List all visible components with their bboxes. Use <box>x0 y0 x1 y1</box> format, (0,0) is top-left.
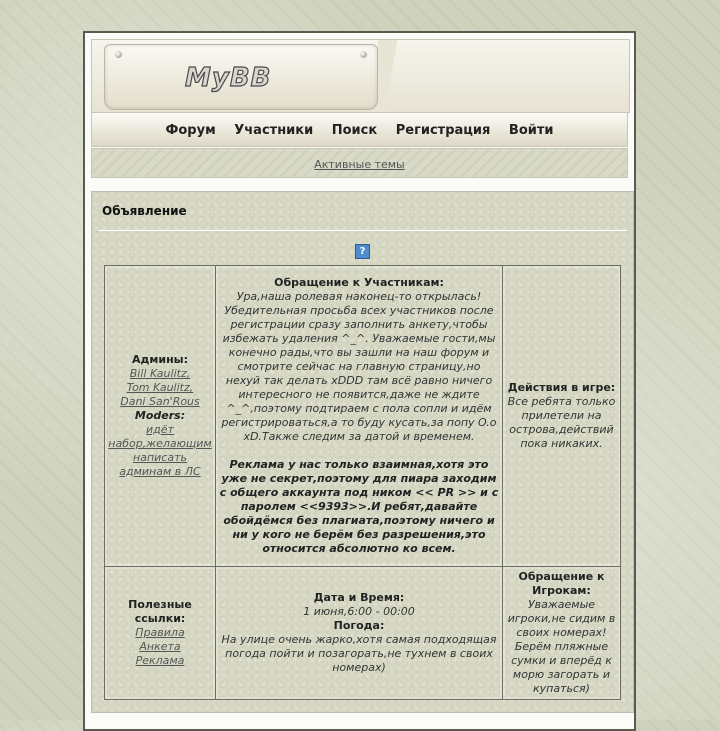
table-row <box>105 567 621 700</box>
table-row <box>105 266 621 567</box>
admin-link[interactable]: Dani San'Rous <box>120 395 200 408</box>
ads-link[interactable]: Реклама <box>135 654 185 667</box>
admins-cell <box>105 266 216 567</box>
announcement-title: Объявление <box>102 204 187 218</box>
nav-register[interactable]: Регистрация <box>395 123 491 138</box>
sub-navigation <box>91 148 628 178</box>
nav-login[interactable]: Войти <box>508 123 554 138</box>
appeal-cell <box>216 266 503 567</box>
logo[interactable] <box>104 44 378 110</box>
weather-title: Погода: <box>333 619 385 632</box>
datetime-title: Дата и Время: <box>313 591 405 604</box>
ads-text: Реклама у нас только взаимная,хотя это уже не секрет,поэтому для пиара заходим с общего аккаунта под ником << PR >> и с паролем <<9393>>.И ребят,давайте обойдёмся без плагиата,поэтому ничего и ни у кого не берём без разрешения,это относится абсолютно ко всем. <box>219 458 499 555</box>
announcement-table <box>104 265 621 700</box>
appeal-text: Ура,наша ролевая наконец-то открылась! Убедительная просьба всех участников после регистрации сразу заполнить анкету,чтобы избежать удаления ^_^. Уважаемые гости,мы конечно рады,что вы зашли на наш форум и смотрите сейчас на главную страницу,но нехуй так делать xDDD там всё равно ничего интересного не появится,даже не ждите ^_^,поэтому подтираем с пола сопли и идём регистрироваться,а то буду кусать,за попу O.o xD.Также следим за датой и временем. <box>221 290 497 443</box>
moders-label: Moders: <box>134 409 186 422</box>
actions-text: Все ребята только прилетели на острова,действий пока никаких. <box>507 395 616 450</box>
actions-cell <box>503 266 621 567</box>
page-container <box>83 31 636 731</box>
actions-title: Действия в игре: <box>507 381 616 394</box>
divider <box>98 230 627 231</box>
players-cell <box>503 567 621 700</box>
admin-link[interactable]: Tom Kaulitz, <box>126 381 194 394</box>
datetime-cell <box>216 567 503 700</box>
main-navigation <box>91 112 628 147</box>
rivet-icon <box>115 51 122 58</box>
players-title: Обращение к Игрокам: <box>518 570 605 597</box>
weather-text: На улице очень жарко,хотя самая подходящая погода пойти и позагорать,не тухнем в своих номерах) <box>221 633 497 674</box>
nav-search[interactable]: Поиск <box>331 123 378 138</box>
moders-link[interactable]: идёт набор,желающим написать админам в ЛС <box>108 423 212 478</box>
rules-link[interactable]: Правила <box>135 626 185 639</box>
profile-link[interactable]: Анкета <box>139 640 181 653</box>
nav-members[interactable]: Участники <box>234 123 314 138</box>
announcement-panel <box>91 191 634 713</box>
admin-link[interactable]: Bill Kaulitz, <box>129 367 191 380</box>
header-decoration <box>378 40 408 112</box>
players-text: Уважаемые игроки,не сидим в своих номерах! Берём пляжные сумки и вперёд к морю загорать и купаться) <box>507 598 616 695</box>
logo-text: MyBB <box>185 63 272 93</box>
links-title: Полезные ссылки: <box>128 598 192 625</box>
datetime-value: 1 июня,6:00 - 00:00 <box>303 605 415 618</box>
admins-label: Админы: <box>131 353 189 366</box>
rivet-icon <box>360 51 367 58</box>
active-topics-link[interactable]: Активные темы <box>314 158 405 171</box>
links-cell <box>105 567 216 700</box>
nav-forum[interactable]: Форум <box>165 123 216 138</box>
appeal-title: Обращение к Участникам: <box>274 276 444 289</box>
help-icon[interactable]: ? <box>355 244 370 259</box>
header-banner <box>91 39 630 113</box>
